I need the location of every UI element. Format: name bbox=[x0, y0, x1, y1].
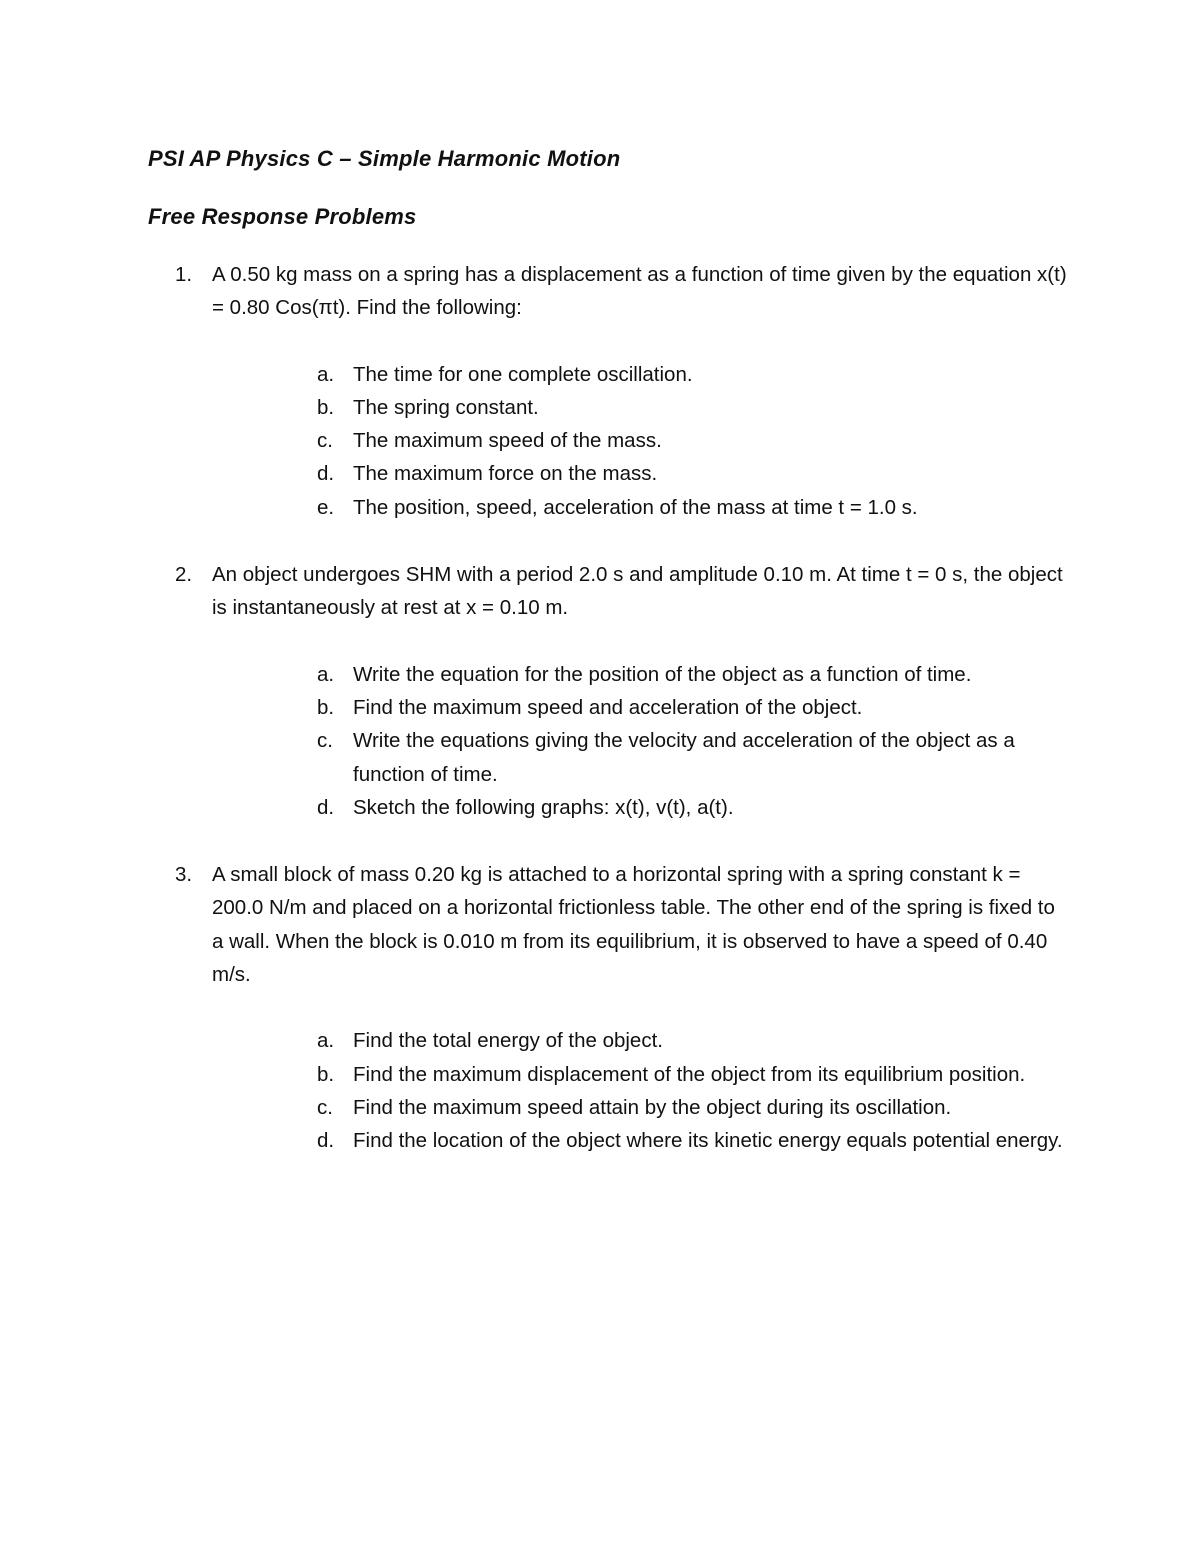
subpart-letter: c. bbox=[317, 729, 333, 753]
section-title: Free Response Problems bbox=[148, 204, 417, 229]
subpart-1a bbox=[212, 358, 1068, 391]
subpart-letter: b. bbox=[317, 395, 335, 419]
subpart-letter: a. bbox=[317, 662, 335, 686]
problem-text: A 0.50 kg mass on a spring has a displacement as a function of time given by the equation x(t) = 0.80 Cos(πt). Find the following: bbox=[212, 263, 1067, 320]
subpart-text: Find the maximum speed and acceleration of the object. bbox=[353, 695, 863, 719]
subpart-text: Find the location of the object where its kinetic energy equals potential energy. bbox=[353, 1129, 1063, 1153]
document-title: PSI AP Physics C – Simple Harmonic Motion bbox=[148, 146, 621, 171]
subpart-letter: b. bbox=[317, 1062, 335, 1086]
subpart-text: Find the maximum speed attain by the object during its oscillation. bbox=[353, 1095, 952, 1119]
problem-1 bbox=[148, 258, 1068, 524]
subpart-1c bbox=[212, 424, 1068, 457]
problem-text: A small block of mass 0.20 kg is attached to a horizontal spring with a spring constant k = 200.0 N/m and placed on a horizontal frictionless table. The other end of the spring is fixed to a wall. When the block is 0.010 m from its equilibrium, it is observed to have a speed of 0.40 m/s. bbox=[212, 863, 1055, 987]
subpart-1e bbox=[212, 491, 1068, 524]
subpart-1b bbox=[212, 391, 1068, 424]
subpart-letter: a. bbox=[317, 362, 335, 386]
subpart-2b bbox=[212, 691, 1068, 724]
subpart-text: The spring constant. bbox=[353, 395, 539, 419]
subpart-3b bbox=[212, 1058, 1068, 1091]
subpart-letter: d. bbox=[317, 1129, 335, 1153]
subpart-letter: e. bbox=[317, 495, 335, 519]
problem-2 bbox=[148, 558, 1068, 824]
subpart-letter: b. bbox=[317, 695, 335, 719]
subpart-list bbox=[212, 658, 1068, 824]
subpart-letter: a. bbox=[317, 1029, 335, 1053]
subpart-text: Write the equation for the position of the object as a function of time. bbox=[353, 662, 972, 686]
problem-number: 1. bbox=[175, 263, 193, 286]
subpart-letter: c. bbox=[317, 429, 333, 453]
subpart-3c bbox=[212, 1091, 1068, 1124]
subpart-letter: c. bbox=[317, 1095, 333, 1119]
subpart-text: Find the maximum displacement of the object from its equilibrium position. bbox=[353, 1062, 1026, 1086]
subpart-list bbox=[212, 1024, 1068, 1157]
subpart-text: Find the total energy of the object. bbox=[353, 1029, 663, 1053]
subpart-2d bbox=[212, 791, 1068, 824]
problem-list bbox=[148, 258, 1068, 1158]
subpart-text: The time for one complete oscillation. bbox=[353, 362, 693, 386]
problem-number: 2. bbox=[175, 563, 193, 587]
subpart-text: The maximum speed of the mass. bbox=[353, 429, 662, 453]
problem-text: An object undergoes SHM with a period 2.0 s and amplitude 0.10 m. At time t = 0 s, the object is instantaneously at rest at x = 0.10 m. bbox=[212, 563, 1063, 620]
subpart-letter: d. bbox=[317, 462, 335, 486]
subpart-1d bbox=[212, 457, 1068, 490]
subpart-2a bbox=[212, 658, 1068, 691]
subpart-list bbox=[212, 358, 1068, 524]
subpart-text: The maximum force on the mass. bbox=[353, 462, 658, 486]
subpart-3a bbox=[212, 1024, 1068, 1057]
subpart-text: Sketch the following graphs: x(t), v(t), a(t). bbox=[353, 795, 734, 819]
subpart-letter: d. bbox=[317, 795, 335, 819]
problem-number: 3. bbox=[175, 863, 193, 887]
subpart-2c bbox=[212, 724, 1068, 791]
subpart-3d bbox=[212, 1124, 1068, 1157]
problem-3 bbox=[148, 858, 1068, 1157]
subpart-text: The position, speed, acceleration of the mass at time t = 1.0 s. bbox=[353, 495, 918, 519]
subpart-text: Write the equations giving the velocity and acceleration of the object as a function of time. bbox=[353, 729, 1015, 786]
